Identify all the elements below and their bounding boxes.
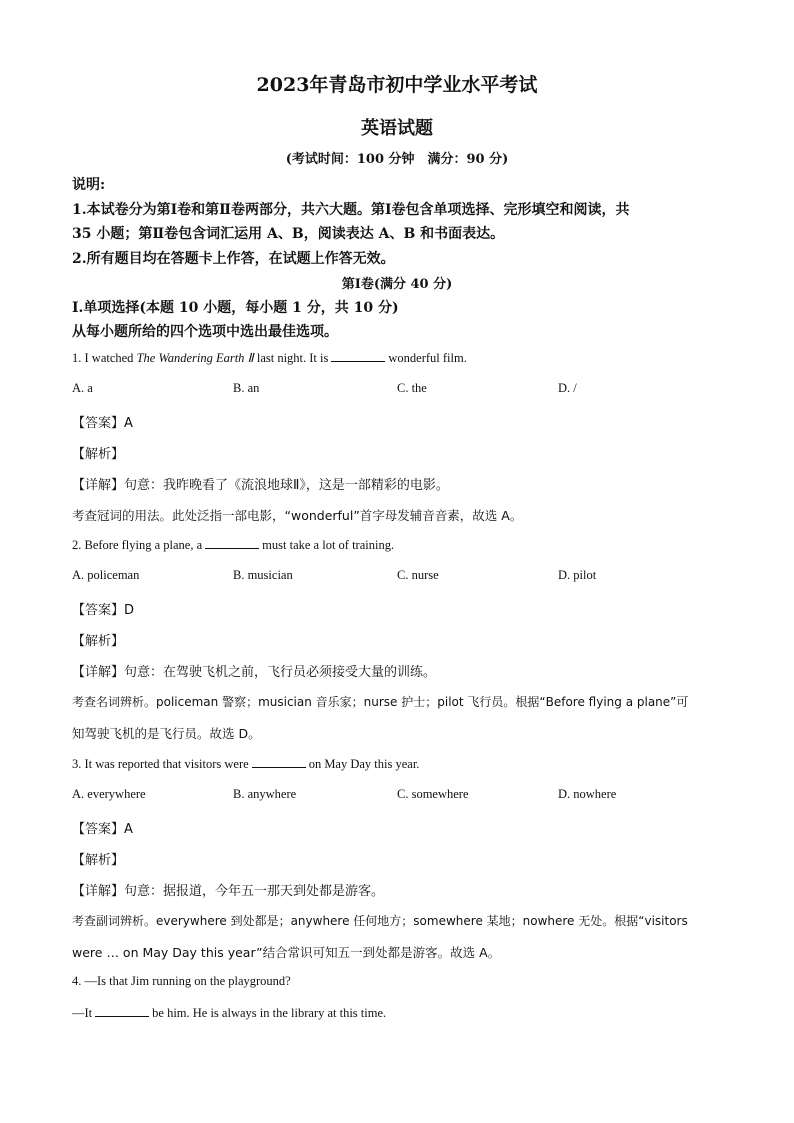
q3-option-b: B. anywhere (233, 787, 297, 801)
q3-option-d: D. nowhere (558, 787, 617, 801)
q3-stem-part-b: on May Day this year. (308, 757, 420, 771)
q2-option-a: A. policeman (72, 568, 140, 582)
instruction-line-2: 35 小题；第Ⅱ卷包含词汇运用 A、B，阅读表达 A、B 和书面表达。 (72, 226, 505, 242)
q3-stem-part-a: 3. It was reported that visitors were (72, 757, 249, 771)
q2-option-d: D. pilot (558, 568, 597, 582)
question-3-stem (72, 756, 419, 772)
q2-detail: 【详解】句意：在驾驶飞机之前，飞行员必须接受大量的训练。 (72, 665, 437, 680)
question-4-response (72, 1005, 386, 1021)
section-title: I.单项选择(本题 10 小题，每小题 1 分，共 10 分) (72, 300, 399, 316)
q3-explanation-1: 考查副词辨析。everywhere 到处都是；anywhere 任何地方；somewhere 某地；nowhere 无处。根据“visitors (72, 914, 688, 928)
q2-blank (205, 537, 259, 549)
q2-answer: 【答案】D (72, 603, 135, 618)
q3-explanation-2: were … on May Day this year”结合常识可知五一到处都是游客。故选 A。 (72, 945, 501, 960)
question-4-stem: 4. —Is that Jim running on the playground? (72, 974, 291, 988)
q2-option-c: C. nurse (397, 568, 439, 582)
instruction-line-3: 2.所有题目均在答题卡上作答，在试题上作答无效。 (72, 251, 395, 267)
q2-explanation-2: 知驾驶飞机的是飞行员。故选 D。 (72, 726, 261, 741)
q1-option-a: A. a (72, 381, 93, 395)
subject-title: 英语试题 (361, 118, 433, 139)
q1-stem-part-c: wonderful film. (388, 351, 467, 365)
q4-response-part-a: —It (72, 1006, 93, 1020)
q2-stem-part-b: must take a lot of training. (262, 538, 395, 552)
q3-detail: 【详解】句意：据报道，今年五一那天到处都是游客。 (72, 884, 385, 899)
q2-stem-part-a: 2. Before flying a plane, a (72, 538, 203, 552)
q3-option-a: A. everywhere (72, 787, 146, 801)
part1-title: 第Ⅰ卷(满分 40 分) (341, 277, 453, 292)
q1-option-d: D. / (558, 381, 577, 395)
q1-answer: 【答案】A (72, 416, 133, 431)
q3-blank (252, 756, 306, 768)
q2-analysis: 【解析】 (72, 634, 125, 649)
exam-info: (考试时间：100 分钟 满分：90 分) (285, 152, 509, 167)
q2-explanation-1: 考查名词辨析。policeman 警察；musician 音乐家；nurse 护士；pilot 飞行员。根据“Before flying a plane”可 (72, 695, 689, 709)
q1-movie-title: The Wandering Earth Ⅱ (136, 351, 254, 365)
q1-stem-part-b: last night. It is (253, 351, 329, 365)
instructions-label: 说明: (72, 177, 106, 193)
q1-detail: 【详解】句意：我昨晚看了《流浪地球Ⅱ》，这是一部精彩的电影。 (72, 478, 449, 493)
q3-answer: 【答案】A (72, 822, 133, 837)
question-1-stem (72, 350, 467, 366)
q1-option-b: B. an (233, 381, 260, 395)
q4-response-part-b: be him. He is always in the library at this time. (152, 1006, 387, 1020)
q4-blank (95, 1005, 149, 1017)
q3-option-c: C. somewhere (397, 787, 469, 801)
q3-analysis: 【解析】 (72, 853, 125, 868)
exam-title: 2023年青岛市初中学业水平考试 (256, 74, 538, 96)
q1-option-c: C. the (397, 381, 427, 395)
q1-stem-part-a: 1. I watched (72, 351, 137, 365)
q1-analysis: 【解析】 (72, 447, 125, 462)
instruction-line-1: 1.本试卷分为第Ⅰ卷和第Ⅱ卷两部分，共六大题。第Ⅰ卷包含单项选择、完形填空和阅读，共 (72, 202, 630, 218)
q1-blank (331, 350, 385, 362)
q2-option-b: B. musician (233, 568, 293, 582)
section-direction: 从每小题所给的四个选项中选出最佳选项。 (72, 324, 338, 340)
q1-explanation: 考查冠词的用法。此处泛指一部电影，“wonderful”首字母发辅音音素，故选 A。 (72, 508, 523, 523)
question-2-stem (72, 537, 394, 553)
